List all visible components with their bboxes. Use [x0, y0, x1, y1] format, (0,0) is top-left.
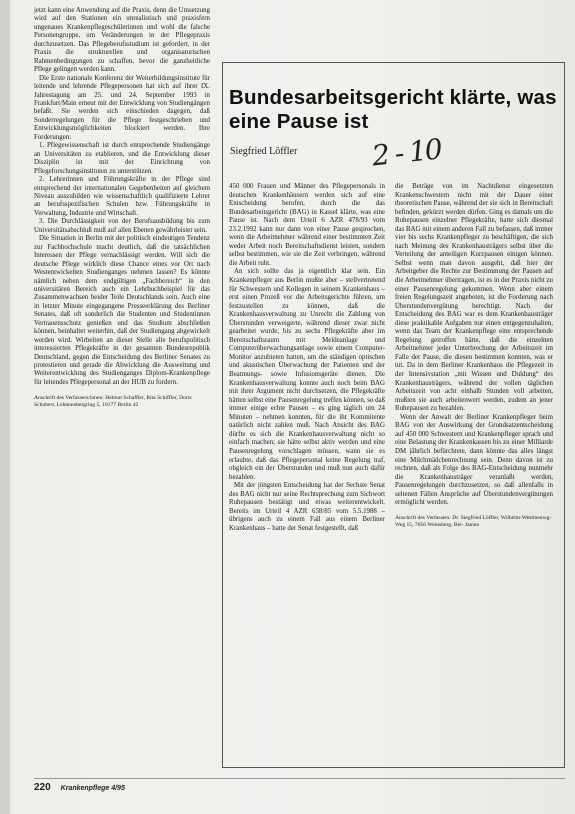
left-paragraph: Die Situation in Berlin mit der politisch eindeutigen Tendenz zur Fachhochschule macht deutlich, daß die tatsächlichen Interessen der Pflege vernachlässigt werden. Will sich die deutsche Pflege wirklich diese Chance eines vor Ort nach Westentwickelten Studienganges nehmen lassen? Es könnte nämlich neben dem endgültigen „Fachbereich“ in den universitären Bereich auch ein Lehrbuchbeispiel für das Zusammenwachsen beider Teile Deutschlands sein. Auch eine in letzter Minute eingegangene Presseerklärung des Berliner Senates, daß oft sonderlich die Studenten und Studentinnen Vertrauensschutz genießen und das Studium abschließen können, beinhaltet weiterhin, daß der Studiengang abgewickelt werden wird. Wirbelten an dieser Stelle alle berufspolitisch interessierten Pflegekräfte in der gesamten Bundesrepublik Deutschland, gegen die Entscheidung des Berliner Senates zu protestieren und gerade die Abwicklung die Ausweitung und Weiterentwicklung des Studienganges Diplom-Krankenpflege für leitendes Pflegepersonal an der HUB zu fordern.	[34, 235, 210, 386]
left-author-address: Anschrift des Verfassers/innen: Helmut Schaffler, Rita Schiffler, Doris Schubert, Lehnnenbergring 5, 10177 Berlin 42	[34, 395, 192, 409]
article-right-column	[395, 183, 553, 529]
handwritten-annotation: 2 - 10	[370, 132, 443, 173]
left-text-column	[34, 7, 210, 409]
article-middle-column	[229, 183, 385, 533]
page-footer	[34, 782, 125, 793]
article-paragraph: Mit der jüngsten Entscheidung hat der Sechste Senat des BAG nicht nur seine Rechtsprechung zum Sichwort Ruhepausen bestätigt und etwas weiterentwickelt. Bereits im Urteil 4 AZR 658/85 vom 5.5.1988 – übrigens auch zu einem Fall aus einem Berliner Krankenhaus – hatte der Senat festgestellt, daß	[229, 482, 385, 532]
left-paragraph: 2. Lehrerinnen und Führungskräfte in der Pflege sind entsprechend der internationalen Gegebenheiten auf gleichem Niveau auszubilden wie wissenschaftlich qualifizierte Lehrer an berufsspezifischen Schulen bzw. Führungskräfte in Verwaltung, Industrie und Wirtschaft.	[34, 176, 210, 217]
journal-issue: Krankenpflege 4/95	[60, 785, 125, 792]
left-paragraph: Die Erste nationale Konferenz der Weiterbildungsinstitute für leitende und lehrende Pflegepersonen hat sich auf ihrer IX. Jahrestagung am 25. und 24. September 1993 in Frankfurt/Main erneut mit der Entwicklung von Studiengängen befaßt. Sie werden sich einschieden dagegen, daß Sonderregelungen für die Pflege festgeschrieben und Entwicklungsmöglichkeiten blockiert werden. Ihre Forderungen:	[34, 74, 210, 141]
article-headline: Bundesarbeitsgericht klärte, was eine Pause ist	[229, 86, 557, 133]
left-paragraph: jetzt kann eine Anwendung auf die Praxis, denn die Umsetzung wird auf den Stationen ein unrealistisch und praxisfern ungenaues Krankenpflegeschülerinnen und wohl die falsche Personengruppe, um Veränderungen in der Pflegepraxis durchzusetzen. Das Pflegeberufsstudium ist gefordert, in der Praxis die strukturellen und organisatorischen Rahmenbedingungen zu schaffen, bevor die ganzheitliche Pflege gelingen werden kann.	[34, 7, 210, 74]
left-paragraph: 1. Pflegewissenschaft ist durch entsprechende Studiengänge an Universitäten zu etablieren, und die Entwicklung dieser Disziplin ist mit der Einrichtung von Pflegeforschungsinstituten zu unterstützen.	[34, 142, 210, 175]
article-paragraph: 450 000 Frauen und Männer des Pflegepersonals in deutschen Krankenhäusern werden sich auf eine Entscheidung berufen, durch die das Bundesarbeitsgericht (BAG) in Kassel klärte, was eine Pause ist. Nach dem Urteil 6 AZR 478/93 vom 23.2.1992 kann nur dann von einer Pause gesprochen, wenn die Arbeitnehmer während einer bestimmten Zeit weder Arbeit noch Bereitschaftsdienst leisten, sondern selbst bestimmen, wie sie die Zeit verbringen, während die Arbeit ruht.	[229, 183, 385, 267]
article-author-address: Anschrift des Verfassers: Dr. Siegfried Löffler, Wilhelm-Westinenwg-Weg 15, 7056 Weinsberg, Bei- Jamen	[395, 514, 552, 528]
article-paragraph: Wenn der Anwalt der Berliner Krankenpfleger beim BAG von der Auswirkung der Grundsatzentscheidung auf 450 000 Schwestern und Krankenpfleger sprach und eine Belastung der Krankenkassen bis zu einer Milliarde DM jährlich befürchtete, dann könnte das alles längst eine Milchmädchenrechnung sein. Denn davon ist zu rechnen, daß als Folge des BAG-Entscheidung nunmehr die Krankenhausträger veranlaßt werden, Pausenregelungen durchzusetzen, so daß allenfalls in seltenen Fällen Ansprüche auf Überstundenvergütungen ermöglicht werden.	[395, 413, 553, 507]
footer-divider	[34, 778, 565, 779]
article-paragraph: An sich sollte das ja eigentlich klar sein. Ein Krankenpfleger aus Berlin mußte aber – stellvertretend für Schwestern und Kollegen in seinem Krankenhaus – erst einen Prozeß vor die Arbeitsgerichte führen, um festzustellen zu können, daß die Krankenhausverwaltung zu Unrecht die Zahlung von Überstunden verweigerte, während dieser zwar nicht gearbeitet wurde, bis zu sechs Pflegekräfte aber im Bereitschaftsraum mit Meldeanlage und Computerüberwachungsanlage sowie einem Computer-Monitor anzubieten hatten, um die ständigen optischen und akustischen Überwachung der Patienten und der Beatmungs- sowie Infusionsgeräte dienen. Die Krankenhausverwaltung konnte auch noch beim BAG mit ihrer Argument nicht durchsetzen, die Pflegekräfte hätten selbst eine Pausenregelung treffen können, so daß immer einige echte Pausen – es ging täglich um 24 Minuten – nehmen konnten, für die ihr Kommitente natürlich nicht zahlen muß. Nach Ansicht des BAG dürfte es sich die Krankenhausverwaltung nicht so einfach machen; sie hätte selbst aktiv werden und eine Pausenregelung vorschlagen müssen, wann sie es erlaubte, daß das Pflegepersonal keine Regelung traf, obgleich ein der Überstunden und muß nun auch dafür bezahlen.	[229, 268, 386, 481]
article-author: Siegfried Löffler	[230, 146, 298, 157]
left-paragraph: 3. Die Durchlässigkeit von der Berufsausbildung bis zum Universitätsabschluß muß auf allen Ebenen gewährleistet sein.	[34, 218, 210, 234]
article-paragraph: die Beträge von im Nachtdienst eingesetzten Krankenschwestern nicht mit der Dauer einer theoretischen Pause, während der sie sich in Bereitschaft befinden, gekürzt werden dürfen. Ging es damals um die Ruhepausen einzelner Pflegekräfte, hatte sich diesmal das BAG mit einem anderen Fall zu befassen, daß immer vier bis sechs Krankenpfleger zu beschäftigen, die sich nach Meinung des Krankenhausträgers selbst über die Verteilung der anteiligen Kurzpausen einigen können. Selbst wenn man davon ausgeht, daß hier der Arbeitgeber die Rechte zur Bestimmung der Pausen auf die Arbeitnehmer übertragen, ist es in der Praxis nicht zu einer Pausenregelung gekommen. Wenn aber einem freien Regelungszeit angeboten, ist die Forderung nach Überstundenvergütung berechtigt. Nach der Entscheidung des BAG war es dem Krankenhausträger diese praktikable Aufgaben nur einen entgegenzuhalten, wenn das Team der Krankenpflege eine entsprechende Regelung getroffen hätte, daß die einzelnen Arbeitnehmer jeder Unterbrechung der Arbeitszeit im Falle der Pause, die diesen bestimmen konnten, was er tut. Da in dem Berliner Krankenhaus die Pflegezeit in der Intensivstation „mit Wissen und Duldung“ des Krankenhausträgers, während der vollen täglichen Arbeitszeit von acht einhalb Stunden voll arbeiten, mußten sie auch arbeitenwert werden, zudem an jener Ruhepausen zu bezahlen.	[395, 183, 553, 413]
scan-edge-shadow	[0, 0, 10, 814]
page-number: 220	[34, 782, 51, 793]
